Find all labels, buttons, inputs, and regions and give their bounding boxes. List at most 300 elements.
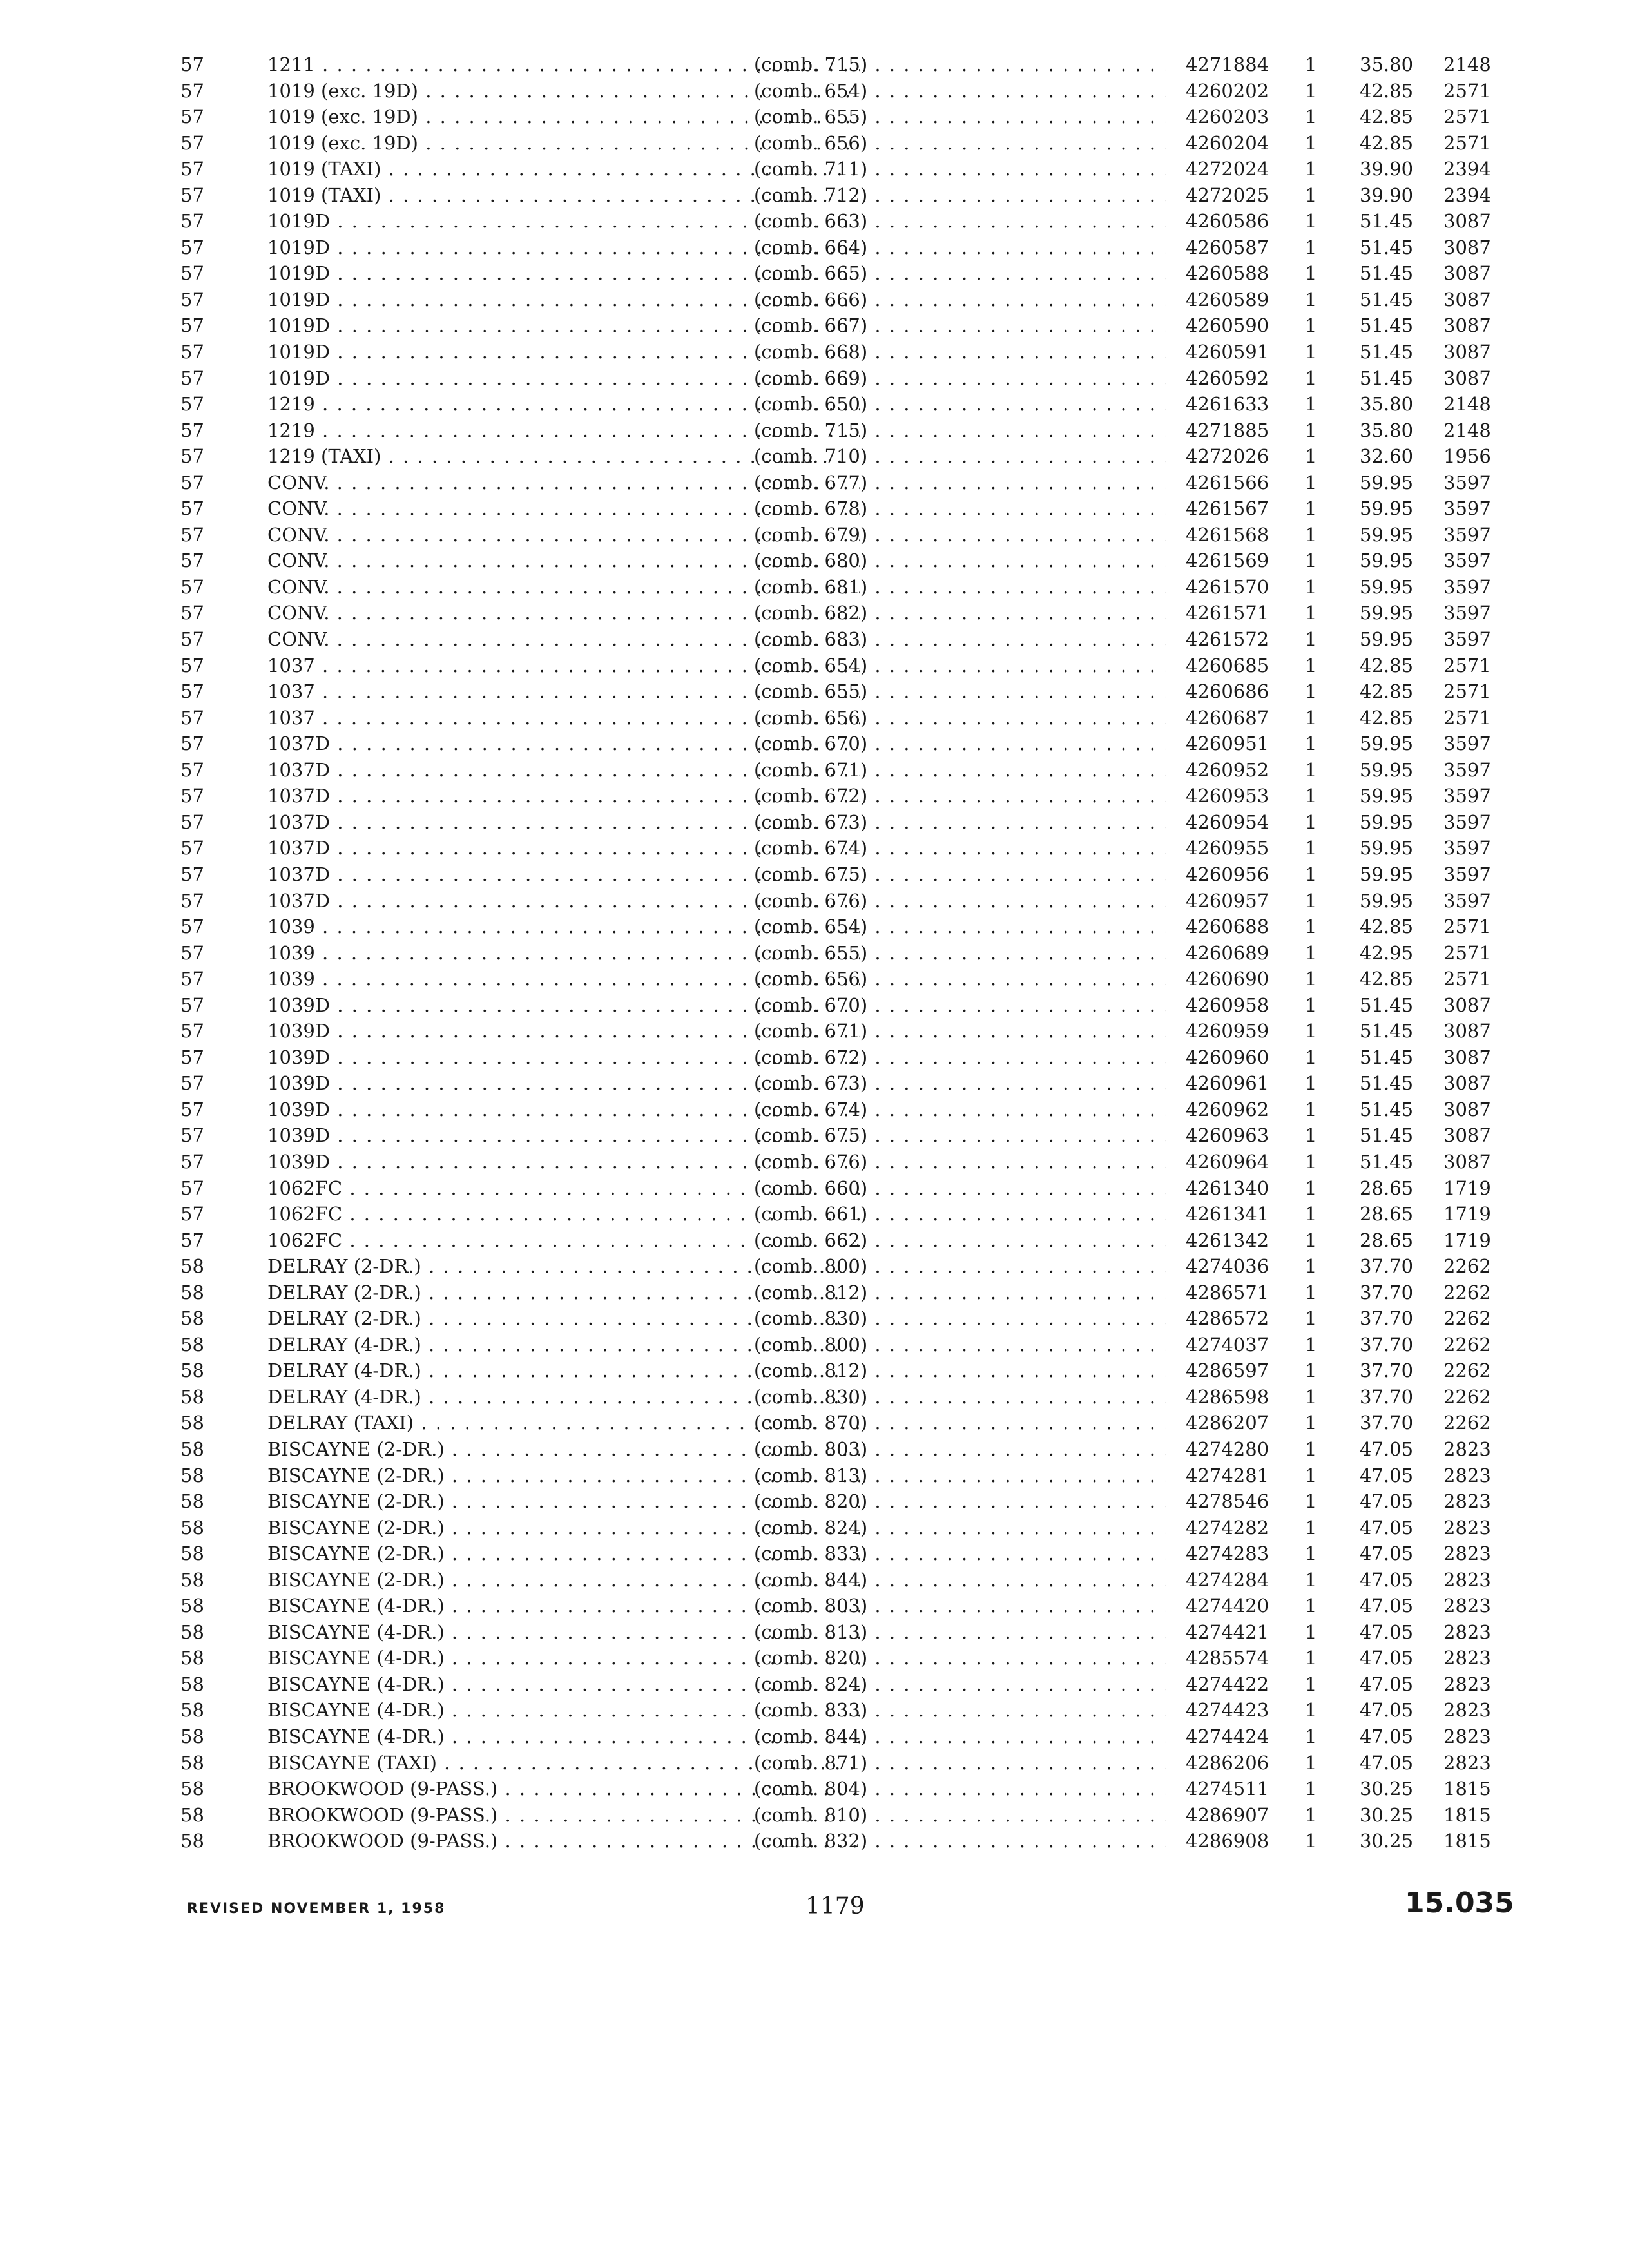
model-name: BISCAYNE (2-DR.) . . .: [267, 1567, 860, 1593]
model-name: 1037 . . .: [267, 705, 860, 731]
combination: (comb. 813) . . .: [754, 1463, 1166, 1489]
combination: (comb. 820) . . .: [754, 1488, 1166, 1515]
model-name: DELRAY (2-DR.) . . .: [267, 1305, 860, 1332]
model-name: 1037D . . .: [267, 861, 860, 888]
model-year: 57: [180, 1150, 204, 1173]
price-code: 3597: [1443, 471, 1491, 494]
combination: (comb. 660) . . .: [754, 1175, 1166, 1202]
price: 37.70: [1360, 1412, 1414, 1434]
combination: (comb. 871) . . .: [754, 1750, 1166, 1776]
price-code: 3087: [1443, 288, 1491, 311]
quantity: 1: [1305, 1725, 1317, 1747]
part-number: 4261569: [1186, 550, 1269, 572]
model-name: 1019 (exc. 19D) . . .: [267, 104, 860, 130]
table-row: [180, 1305, 1521, 1332]
model-year: 57: [180, 523, 204, 546]
model-name: 1062FC . . .: [267, 1175, 860, 1202]
table-row: [180, 391, 1521, 418]
price: 47.05: [1360, 1620, 1414, 1643]
price: 42.85: [1360, 79, 1414, 102]
price: 39.90: [1360, 184, 1414, 206]
price-code: 2262: [1443, 1385, 1491, 1408]
quantity: 1: [1305, 1673, 1317, 1695]
part-number: 4286908: [1186, 1830, 1269, 1852]
model-name: DELRAY (2-DR.) . . .: [267, 1253, 860, 1280]
price: 51.45: [1360, 1072, 1414, 1095]
combination: (comb. 656) . . .: [754, 966, 1166, 992]
table-row: [180, 1567, 1521, 1593]
combination: (comb. 803) . . .: [754, 1593, 1166, 1619]
combination: (comb. 673) . . .: [754, 809, 1166, 836]
part-number: 4260952: [1186, 758, 1269, 781]
model-year: 57: [180, 811, 204, 833]
price: 47.05: [1360, 1568, 1414, 1591]
model-year: 57: [180, 471, 204, 494]
table-row: [180, 182, 1521, 209]
table-row: [180, 1697, 1521, 1724]
model-year: 57: [180, 53, 204, 75]
price: 51.45: [1360, 1124, 1414, 1147]
price: 47.05: [1360, 1490, 1414, 1513]
table-row: [180, 1515, 1521, 1541]
model-year: 57: [180, 575, 204, 598]
price-code: 2571: [1443, 106, 1491, 128]
quantity: 1: [1305, 1516, 1317, 1539]
part-number: 4272025: [1186, 184, 1269, 206]
table-row: [180, 705, 1521, 731]
part-number: 4286571: [1186, 1281, 1269, 1303]
combination: (comb. 671) . . .: [754, 1018, 1166, 1044]
table-row: [180, 312, 1521, 339]
quantity: 1: [1305, 1020, 1317, 1043]
price-code: 2571: [1443, 654, 1491, 677]
model-year: 57: [180, 1177, 204, 1199]
price-code: 2262: [1443, 1255, 1491, 1278]
price: 59.95: [1360, 785, 1414, 807]
price: 42.85: [1360, 968, 1414, 990]
table-row: [180, 1018, 1521, 1044]
price: 59.95: [1360, 889, 1414, 912]
combination: (comb. 666) . . .: [754, 287, 1166, 313]
table-row: [180, 1463, 1521, 1489]
model-name: DELRAY (TAXI) . . .: [267, 1410, 860, 1436]
part-number: 4260586: [1186, 210, 1269, 233]
price: 51.45: [1360, 1020, 1414, 1043]
price: 47.05: [1360, 1542, 1414, 1565]
model-name: 1037 . . .: [267, 678, 860, 705]
model-year: 58: [180, 1568, 204, 1591]
combination: (comb. 715) . . .: [754, 52, 1166, 78]
model-name: 1019D . . .: [267, 260, 860, 287]
price-code: 3087: [1443, 1124, 1491, 1147]
table-row: [180, 1149, 1521, 1175]
part-number: 4274283: [1186, 1542, 1269, 1565]
table-row: [180, 287, 1521, 313]
price: 42.85: [1360, 706, 1414, 729]
model-year: 58: [180, 1725, 204, 1747]
part-number: 4260591: [1186, 341, 1269, 363]
model-name: 1039D . . .: [267, 1018, 860, 1044]
model-year: 58: [180, 1385, 204, 1408]
combination: (comb. 650) . . .: [754, 391, 1166, 418]
part-number: 4260588: [1186, 262, 1269, 285]
combination: (comb. 654) . . .: [754, 653, 1166, 679]
price-code: 3597: [1443, 602, 1491, 624]
price: 51.45: [1360, 314, 1414, 337]
price: 59.95: [1360, 550, 1414, 572]
combination: (comb. 674) . . .: [754, 1097, 1166, 1123]
quantity: 1: [1305, 1177, 1317, 1199]
quantity: 1: [1305, 1490, 1317, 1513]
price-code: 2823: [1443, 1699, 1491, 1722]
table-row: [180, 470, 1521, 496]
model-year: 58: [180, 1699, 204, 1722]
price: 37.70: [1360, 1360, 1414, 1382]
model-year: 57: [180, 106, 204, 128]
combination: (comb. 833) . . .: [754, 1541, 1166, 1567]
table-row: [180, 104, 1521, 130]
price-code: 2823: [1443, 1647, 1491, 1669]
price-code: 3597: [1443, 575, 1491, 598]
combination: (comb. 870) . . .: [754, 1410, 1166, 1436]
price: 42.85: [1360, 131, 1414, 154]
model-name: 1219 . . .: [267, 391, 860, 418]
combination: (comb. 670) . . .: [754, 992, 1166, 1019]
combination: (comb. 830) . . .: [754, 1305, 1166, 1332]
model-year: 58: [180, 1281, 204, 1303]
combination: (comb. 812) . . .: [754, 1280, 1166, 1306]
price-code: 3597: [1443, 785, 1491, 807]
part-number: 4286598: [1186, 1385, 1269, 1408]
model-year: 58: [180, 1490, 204, 1513]
model-year: 57: [180, 131, 204, 154]
price: 59.95: [1360, 575, 1414, 598]
part-number: 4261567: [1186, 497, 1269, 520]
model-year: 57: [180, 158, 204, 180]
price: 59.95: [1360, 758, 1414, 781]
model-name: 1039D . . .: [267, 992, 860, 1019]
model-year: 57: [180, 210, 204, 233]
quantity: 1: [1305, 393, 1317, 416]
combination: (comb. 655) . . .: [754, 104, 1166, 130]
price-code: 1719: [1443, 1177, 1491, 1199]
price: 35.80: [1360, 419, 1414, 441]
model-name: 1037 . . .: [267, 653, 860, 679]
table-row: [180, 1097, 1521, 1123]
quantity: 1: [1305, 1046, 1317, 1068]
part-number: 4261570: [1186, 575, 1269, 598]
price: 59.95: [1360, 811, 1414, 833]
combination: (comb. 810) . . .: [754, 1802, 1166, 1829]
price-code: 3597: [1443, 863, 1491, 885]
model-year: 58: [180, 1437, 204, 1460]
combination: (comb. 803) . . .: [754, 1436, 1166, 1463]
combination: (comb. 668) . . .: [754, 339, 1166, 365]
table-row: [180, 1384, 1521, 1410]
table-row: [180, 1593, 1521, 1619]
price-code: 1719: [1443, 1229, 1491, 1251]
price-code: 2262: [1443, 1333, 1491, 1356]
price: 59.95: [1360, 863, 1414, 885]
quantity: 1: [1305, 1281, 1317, 1303]
table-row: [180, 757, 1521, 783]
combination: (comb. 678) . . .: [754, 495, 1166, 522]
footer-section-number: 15.035: [1405, 1887, 1514, 1919]
model-name: 1019 (exc. 19D) . . .: [267, 130, 860, 157]
model-name: 1039 . . .: [267, 914, 860, 940]
model-name: BISCAYNE (4-DR.) . . .: [267, 1593, 860, 1619]
part-number: 4271884: [1186, 53, 1269, 75]
price-code: 2262: [1443, 1412, 1491, 1434]
quantity: 1: [1305, 758, 1317, 781]
price-code: 3087: [1443, 1150, 1491, 1173]
model-year: 58: [180, 1333, 204, 1356]
model-year: 57: [180, 393, 204, 416]
price: 28.65: [1360, 1177, 1414, 1199]
table-row: [180, 914, 1521, 940]
model-year: 57: [180, 341, 204, 363]
part-number: 4261568: [1186, 523, 1269, 546]
table-row: [180, 1541, 1521, 1567]
table-row: [180, 1619, 1521, 1646]
part-number: 4260688: [1186, 916, 1269, 938]
combination: (comb. 665) . . .: [754, 260, 1166, 287]
part-number: 4260959: [1186, 1020, 1269, 1043]
model-name: BISCAYNE (4-DR.) . . .: [267, 1645, 860, 1671]
part-number: 4261341: [1186, 1203, 1269, 1225]
model-name: 1039 . . .: [267, 940, 860, 966]
model-year: 57: [180, 1229, 204, 1251]
combination: (comb. 671) . . .: [754, 757, 1166, 783]
price-code: 2823: [1443, 1464, 1491, 1486]
price-code: 3597: [1443, 811, 1491, 833]
combination: (comb. 655) . . .: [754, 678, 1166, 705]
model-name: BISCAYNE (4-DR.) . . .: [267, 1697, 860, 1724]
table-row: [180, 418, 1521, 444]
model-name: BROOKWOOD (9-PASS.) . . .: [267, 1828, 860, 1854]
price: 28.65: [1360, 1203, 1414, 1225]
table-row: [180, 888, 1521, 914]
table-row: [180, 156, 1521, 182]
combination: (comb. 679) . . .: [754, 522, 1166, 548]
model-year: 57: [180, 236, 204, 258]
part-number: 4261571: [1186, 602, 1269, 624]
price: 51.45: [1360, 236, 1414, 258]
part-number: 4274282: [1186, 1516, 1269, 1539]
combination: (comb. 833) . . .: [754, 1697, 1166, 1724]
price: 59.95: [1360, 837, 1414, 860]
quantity: 1: [1305, 471, 1317, 494]
model-name: 1037D . . .: [267, 731, 860, 757]
combination: (comb. 844) . . .: [754, 1724, 1166, 1750]
price-code: 3087: [1443, 1072, 1491, 1095]
table-row: [180, 835, 1521, 861]
price-code: 3087: [1443, 994, 1491, 1016]
price: 51.45: [1360, 288, 1414, 311]
combination: (comb. 844) . . .: [754, 1567, 1166, 1593]
quantity: 1: [1305, 1568, 1317, 1591]
model-name: 1039D . . .: [267, 1044, 860, 1071]
model-name: 1037D . . .: [267, 809, 860, 836]
model-year: 57: [180, 419, 204, 441]
quantity: 1: [1305, 628, 1317, 651]
quantity: 1: [1305, 785, 1317, 807]
quantity: 1: [1305, 288, 1317, 311]
quantity: 1: [1305, 341, 1317, 363]
price: 51.45: [1360, 341, 1414, 363]
model-name: 1211 . . .: [267, 52, 860, 78]
combination: (comb. 654) . . .: [754, 914, 1166, 940]
model-name: 1037D . . .: [267, 835, 860, 861]
price-code: 2571: [1443, 706, 1491, 729]
quantity: 1: [1305, 916, 1317, 938]
model-name: DELRAY (4-DR.) . . .: [267, 1358, 860, 1384]
model-year: 58: [180, 1307, 204, 1330]
part-number: 4261342: [1186, 1229, 1269, 1251]
part-number: 4260686: [1186, 680, 1269, 703]
price-code: 2394: [1443, 184, 1491, 206]
price: 35.80: [1360, 393, 1414, 416]
model-name: 1019D . . .: [267, 208, 860, 235]
table-row: [180, 731, 1521, 757]
model-name: BISCAYNE (2-DR.) . . .: [267, 1515, 860, 1541]
model-name: CONV. . . .: [267, 574, 860, 601]
part-number: 4260587: [1186, 236, 1269, 258]
part-number: 4286207: [1186, 1412, 1269, 1434]
model-year: 57: [180, 889, 204, 912]
quantity: 1: [1305, 1464, 1317, 1486]
price-code: 2262: [1443, 1307, 1491, 1330]
price: 47.05: [1360, 1751, 1414, 1774]
price: 47.05: [1360, 1516, 1414, 1539]
price: 59.95: [1360, 523, 1414, 546]
part-number: 4274037: [1186, 1333, 1269, 1356]
table-row: [180, 1776, 1521, 1802]
part-number: 4260956: [1186, 863, 1269, 885]
combination: (comb. 812) . . .: [754, 1358, 1166, 1384]
model-name: 1019 (TAXI) . . .: [267, 182, 860, 209]
model-year: 58: [180, 1620, 204, 1643]
quantity: 1: [1305, 1255, 1317, 1278]
table-row: [180, 1828, 1521, 1854]
model-year: 57: [180, 497, 204, 520]
combination: (comb. 715) . . .: [754, 418, 1166, 444]
price-code: 2823: [1443, 1751, 1491, 1774]
part-number: 4260953: [1186, 785, 1269, 807]
combination: (comb. 680) . . .: [754, 548, 1166, 574]
model-name: CONV. . . .: [267, 495, 860, 522]
quantity: 1: [1305, 131, 1317, 154]
quantity: 1: [1305, 497, 1317, 520]
table-row: [180, 1802, 1521, 1829]
model-name: 1019 (exc. 19D) . . .: [267, 78, 860, 104]
table-row: [180, 1750, 1521, 1776]
quantity: 1: [1305, 602, 1317, 624]
quantity: 1: [1305, 1437, 1317, 1460]
model-name: 1019 (TAXI) . . .: [267, 156, 860, 182]
quantity: 1: [1305, 1307, 1317, 1330]
part-number: 4260689: [1186, 941, 1269, 964]
table-row: [180, 1201, 1521, 1227]
table-row: [180, 1724, 1521, 1750]
part-number: 4260963: [1186, 1124, 1269, 1147]
table-row: [180, 940, 1521, 966]
model-name: 1039D . . .: [267, 1149, 860, 1175]
quantity: 1: [1305, 1595, 1317, 1617]
quantity: 1: [1305, 1620, 1317, 1643]
price-code: 2148: [1443, 53, 1491, 75]
part-number: 4260962: [1186, 1098, 1269, 1120]
quantity: 1: [1305, 367, 1317, 389]
table-row: [180, 653, 1521, 679]
model-year: 57: [180, 968, 204, 990]
price: 42.85: [1360, 680, 1414, 703]
price-code: 3597: [1443, 837, 1491, 860]
price: 42.95: [1360, 941, 1414, 964]
combination: (comb. 661) . . .: [754, 1201, 1166, 1227]
model-name: BISCAYNE (4-DR.) . . .: [267, 1724, 860, 1750]
price-code: 3597: [1443, 628, 1491, 651]
part-number: 4274421: [1186, 1620, 1269, 1643]
model-year: 58: [180, 1412, 204, 1434]
combination: (comb. 677) . . .: [754, 470, 1166, 496]
table-row: [180, 783, 1521, 809]
model-name: BROOKWOOD (9-PASS.) . . .: [267, 1776, 860, 1802]
model-year: 57: [180, 79, 204, 102]
model-year: 57: [180, 367, 204, 389]
price-code: 2148: [1443, 419, 1491, 441]
quantity: 1: [1305, 994, 1317, 1016]
price: 39.90: [1360, 158, 1414, 180]
price: 51.45: [1360, 1150, 1414, 1173]
combination: (comb. 675) . . .: [754, 1122, 1166, 1149]
price-code: 2571: [1443, 916, 1491, 938]
footer-page-number: 1179: [805, 1893, 865, 1919]
model-year: 57: [180, 288, 204, 311]
model-name: 1037D . . .: [267, 783, 860, 809]
price: 37.70: [1360, 1281, 1414, 1303]
model-year: 58: [180, 1360, 204, 1382]
price-code: 1719: [1443, 1203, 1491, 1225]
model-year: 57: [180, 1046, 204, 1068]
price: 42.85: [1360, 654, 1414, 677]
part-number: 4274036: [1186, 1255, 1269, 1278]
combination: (comb. 683) . . .: [754, 626, 1166, 653]
table-row: [180, 52, 1521, 78]
combination: (comb. 672) . . .: [754, 1044, 1166, 1071]
model-name: 1219 . . .: [267, 418, 860, 444]
model-year: 57: [180, 654, 204, 677]
price-code: 3597: [1443, 523, 1491, 546]
price: 51.45: [1360, 262, 1414, 285]
quantity: 1: [1305, 1203, 1317, 1225]
quantity: 1: [1305, 419, 1317, 441]
part-number: 4260957: [1186, 889, 1269, 912]
model-name: BISCAYNE (TAXI) . . .: [267, 1750, 860, 1776]
quantity: 1: [1305, 1150, 1317, 1173]
model-name: 1019D . . .: [267, 365, 860, 392]
price-code: 3087: [1443, 314, 1491, 337]
table-row: [180, 1436, 1521, 1463]
price-code: 2571: [1443, 680, 1491, 703]
model-name: 1019D . . .: [267, 312, 860, 339]
model-year: 58: [180, 1830, 204, 1852]
part-number: 4271885: [1186, 419, 1269, 441]
part-number: 4261340: [1186, 1177, 1269, 1199]
combination: (comb. 832) . . .: [754, 1828, 1166, 1854]
price-code: 3087: [1443, 367, 1491, 389]
quantity: 1: [1305, 733, 1317, 755]
